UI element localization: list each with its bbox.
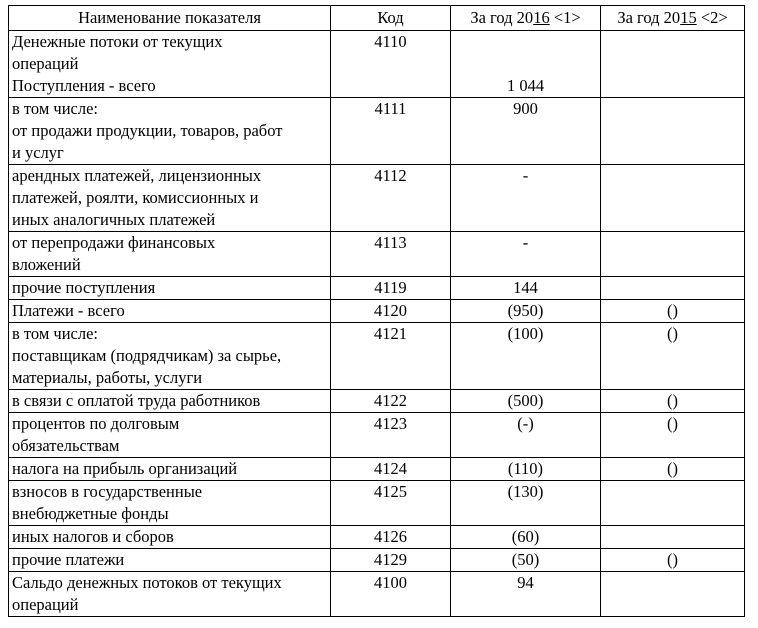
indicator-name-line: и услуг — [12, 143, 64, 162]
indicator-name-cell — [9, 481, 331, 526]
indicator-name-line: Денежные потоки от текущих — [12, 32, 223, 51]
header-year-2016 — [451, 6, 601, 31]
indicator-name-cell — [9, 300, 331, 323]
table-row — [9, 165, 745, 232]
indicator-name-line: операций — [12, 595, 79, 614]
indicator-name-line: прочие поступления — [12, 278, 156, 297]
table-row — [9, 458, 745, 481]
indicator-name-line: Платежи - всего — [12, 301, 125, 320]
value-2016-cell — [451, 31, 601, 98]
value-2016-text: 1 044 — [506, 76, 545, 95]
table-row — [9, 300, 745, 323]
value-2015-cell: () — [601, 458, 745, 481]
value-2016-cell: (60) — [451, 526, 601, 549]
value-2015-cell: () — [601, 390, 745, 413]
value-2015-cell — [601, 277, 745, 300]
indicator-name-cell — [9, 323, 331, 390]
value-2015-cell: () — [601, 300, 745, 323]
indicator-name-line: материалы, работы, услуги — [12, 368, 203, 387]
value-2015-cell — [601, 481, 745, 526]
table-row — [9, 549, 745, 572]
value-2015-cell: () — [601, 549, 745, 572]
table-row — [9, 98, 745, 165]
value-2016-cell: (100) — [451, 323, 601, 390]
indicator-code-cell: 4125 — [331, 481, 451, 526]
table-row — [9, 481, 745, 526]
indicator-name-cell — [9, 98, 331, 165]
header-year-2016-number: 16 — [533, 8, 550, 27]
header-year-2015 — [601, 6, 745, 31]
indicator-code-cell: 4123 — [331, 413, 451, 458]
indicator-code-cell: 4113 — [331, 232, 451, 277]
indicator-name-cell — [9, 413, 331, 458]
table-row — [9, 572, 745, 617]
indicator-name-line: иных аналогичных платежей — [12, 210, 216, 229]
value-2015-cell: () — [601, 413, 745, 458]
table-row — [9, 526, 745, 549]
value-2015-cell — [601, 526, 745, 549]
indicator-name-cell — [9, 165, 331, 232]
table-row — [9, 323, 745, 390]
value-2015-cell — [601, 232, 745, 277]
header-year-2015-prefix: За год 20 — [617, 8, 681, 27]
table-row — [9, 413, 745, 458]
indicator-name-line: поставщикам (подрядчикам) за сырье, — [12, 346, 282, 365]
indicator-code-cell: 4112 — [331, 165, 451, 232]
value-2016-cell: (130) — [451, 481, 601, 526]
value-2016-cell: (500) — [451, 390, 601, 413]
value-2015-cell — [601, 31, 745, 98]
indicator-name-line: в связи с оплатой труда работников — [12, 391, 261, 410]
value-2015-cell: () — [601, 323, 745, 390]
indicator-name-line: платежей, роялти, комиссионных и — [12, 188, 259, 207]
indicator-code-cell: 4121 — [331, 323, 451, 390]
indicator-code-cell: 4110 — [331, 31, 451, 98]
value-2016-cell: (950) — [451, 300, 601, 323]
indicator-name-cell — [9, 458, 331, 481]
table-row — [9, 277, 745, 300]
table-row — [9, 232, 745, 277]
indicator-name-line: Поступления - всего — [12, 76, 156, 95]
indicator-name-line: операций — [12, 54, 79, 73]
header-year-2015-number: 15 — [680, 8, 697, 27]
indicator-code-cell: 4111 — [331, 98, 451, 165]
table-header-row — [9, 6, 745, 31]
indicator-name-line: от продажи продукции, товаров, работ — [12, 121, 283, 140]
indicator-name-line: процентов по долговым — [12, 414, 180, 433]
table-row — [9, 390, 745, 413]
value-2015-cell — [601, 572, 745, 617]
value-2016-cell: - — [451, 232, 601, 277]
indicator-code-cell: 4119 — [331, 277, 451, 300]
indicator-name-cell — [9, 31, 331, 98]
indicator-code-cell: 4129 — [331, 549, 451, 572]
header-year-2016-note: <1> — [549, 8, 581, 27]
header-code: Код — [331, 6, 451, 31]
cell-spacer — [454, 53, 597, 75]
header-name: Наименование показателя — [9, 6, 331, 31]
table-body — [9, 31, 745, 617]
indicator-name-line: от перепродажи финансовых — [12, 233, 216, 252]
indicator-code-cell: 4120 — [331, 300, 451, 323]
indicator-name-line: налога на прибыль организаций — [12, 459, 238, 478]
indicator-name-line: иных налогов и сборов — [12, 527, 174, 546]
indicator-name-cell — [9, 277, 331, 300]
indicator-name-cell — [9, 390, 331, 413]
indicator-name-line: вложений — [12, 255, 81, 274]
indicator-code-cell: 4126 — [331, 526, 451, 549]
indicator-name-cell — [9, 572, 331, 617]
value-2015-cell — [601, 165, 745, 232]
indicator-name-line: в том числе: — [12, 99, 99, 118]
indicator-name-line: внебюджетные фонды — [12, 504, 169, 523]
value-2016-cell: - — [451, 165, 601, 232]
indicator-name-line: прочие платежи — [12, 550, 125, 569]
value-2016-cell: 94 — [451, 572, 601, 617]
indicator-name-cell — [9, 526, 331, 549]
cell-spacer — [454, 31, 597, 53]
indicator-name-cell — [9, 232, 331, 277]
indicator-name-line: Сальдо денежных потоков от текущих — [12, 573, 282, 592]
indicator-code-cell: 4124 — [331, 458, 451, 481]
value-2015-cell — [601, 98, 745, 165]
indicator-name-line: арендных платежей, лицензионных — [12, 166, 262, 185]
value-2016-cell: (50) — [451, 549, 601, 572]
indicator-code-cell: 4100 — [331, 572, 451, 617]
indicator-name-line: в том числе: — [12, 324, 99, 343]
cash-flow-table — [8, 5, 745, 617]
indicator-code-cell: 4122 — [331, 390, 451, 413]
indicator-name-line: обязательствам — [12, 436, 120, 455]
indicator-name-line: взносов в государственные — [12, 482, 203, 501]
value-2016-cell: (-) — [451, 413, 601, 458]
header-year-2015-note: <2> — [696, 8, 728, 27]
value-2016-cell: 900 — [451, 98, 601, 165]
header-year-2016-prefix: За год 20 — [470, 8, 534, 27]
table-row — [9, 31, 745, 98]
indicator-name-cell — [9, 549, 331, 572]
value-2016-cell: 144 — [451, 277, 601, 300]
value-2016-cell: (110) — [451, 458, 601, 481]
